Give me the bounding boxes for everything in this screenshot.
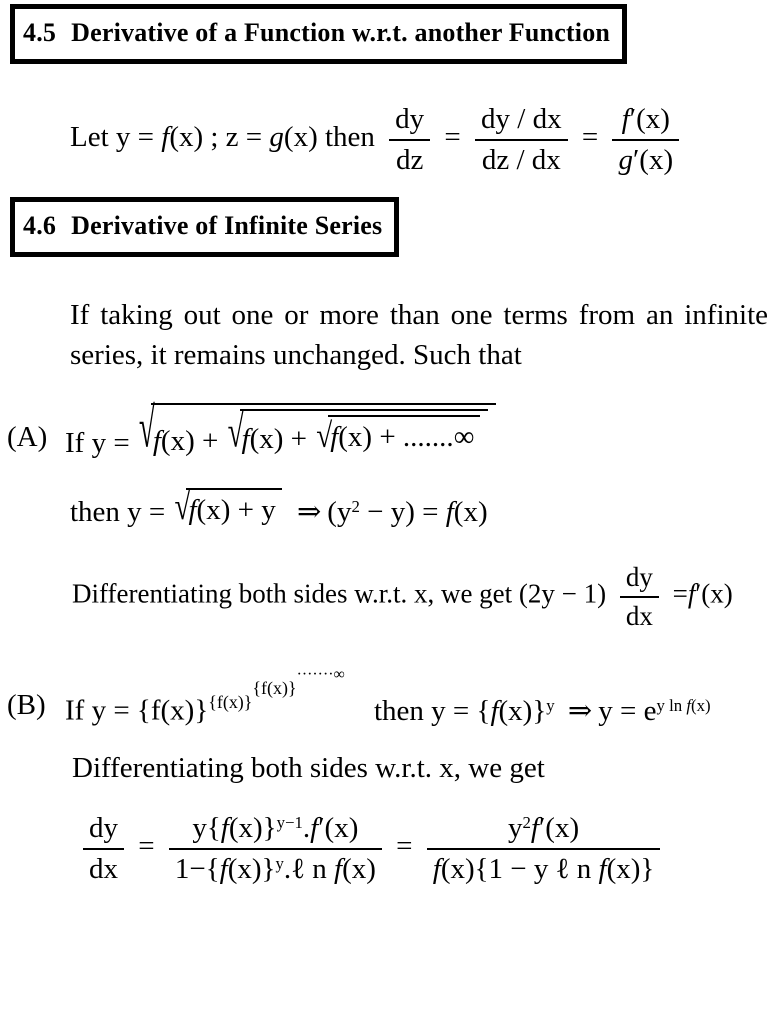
math-token: + xyxy=(283,423,315,456)
math-token-f: f xyxy=(219,852,228,885)
math-token: {f(x)} xyxy=(208,692,253,713)
tower-base: {f(x)} xyxy=(136,694,209,727)
math-token: (x) xyxy=(160,425,195,458)
tower-level-2 xyxy=(252,666,345,699)
math-token-f: f xyxy=(310,811,319,844)
radical-inner xyxy=(316,415,480,454)
math-token: (x)} xyxy=(228,811,277,844)
radical-sign: √ xyxy=(138,397,155,460)
math-token: + ....... xyxy=(372,421,454,454)
equals-sign: = xyxy=(672,578,688,609)
item-B-differentiate-line: Differentiating both sides w.r.t. x, we get xyxy=(72,751,545,784)
item-A-label: (A) xyxy=(7,421,48,454)
math-token: − y) = xyxy=(359,496,446,529)
math-token-f: f xyxy=(687,578,696,609)
math-token: (x) then xyxy=(283,121,375,154)
math-token: .ℓ n xyxy=(283,852,334,885)
math-token: ′(x) xyxy=(632,144,674,176)
radicand xyxy=(240,409,489,456)
denominator: dz xyxy=(395,144,424,176)
exponent: 2 xyxy=(351,496,360,516)
math-token: (y xyxy=(327,496,352,529)
equals-sign: = xyxy=(138,829,155,862)
math-token: (x){1 − y ℓ n xyxy=(440,852,599,885)
math-token: (x)} xyxy=(227,852,276,885)
math-token: y xyxy=(507,811,523,844)
math-token: then y = xyxy=(70,496,173,529)
numerator xyxy=(427,811,661,850)
math-token-g: g xyxy=(269,121,284,154)
math-token: + xyxy=(194,425,226,458)
math-token-f: f xyxy=(490,694,499,727)
radicand xyxy=(151,403,497,458)
item-B-then-group xyxy=(374,695,711,727)
denominator: dz / dx xyxy=(481,144,561,176)
math-token: (x)} xyxy=(606,852,655,885)
radicand xyxy=(186,488,281,527)
heading-box-4-6 xyxy=(10,197,399,257)
item-A-then-line xyxy=(70,485,769,529)
math-token: (x) xyxy=(691,695,711,715)
fraction-dy-dz xyxy=(389,102,430,177)
item-B xyxy=(0,666,769,728)
math-token: (x) xyxy=(196,494,231,527)
section-number: 4.5 xyxy=(23,18,57,47)
intro-paragraph: If taking out one or more than one terms from an infinite series, it remains unchanged. Such that xyxy=(70,299,768,372)
numerator xyxy=(169,811,382,850)
radical-outer xyxy=(138,397,496,460)
math-token: Differentiating both sides w.r.t. x, we get (2y − 1) xyxy=(72,578,607,609)
math-token: ′(x) xyxy=(695,578,733,609)
math-token-f: f xyxy=(188,494,197,527)
math-token-f: f xyxy=(330,421,339,454)
fraction-fprime-gprime xyxy=(612,102,679,177)
exponent: 2 xyxy=(522,812,531,832)
math-token: ′(x) xyxy=(629,103,670,135)
math-token: (x) xyxy=(338,421,373,454)
math-token: (x) xyxy=(249,423,284,456)
formula-derivative-wrt-function xyxy=(70,102,769,177)
math-token: (x) ; z = xyxy=(169,121,270,154)
fraction-main xyxy=(169,811,382,886)
item-B-label: (B) xyxy=(7,688,46,721)
math-token-f: f xyxy=(621,103,630,135)
math-token: (x) xyxy=(453,496,488,529)
heading-4-5-wrap xyxy=(0,0,769,64)
exponent-group xyxy=(656,695,710,714)
math-token: ′(x) xyxy=(538,811,580,844)
denominator: dx xyxy=(89,852,118,885)
exponent: y xyxy=(546,695,555,715)
math-token: {f(x)} xyxy=(252,678,297,699)
section-number: 4.6 xyxy=(23,211,57,240)
math-token: If y = xyxy=(65,427,137,460)
implies-arrow: ⇒ xyxy=(296,496,322,529)
exponent: y−1 xyxy=(276,812,303,832)
numerator: dy xyxy=(389,102,430,141)
math-token-f: f xyxy=(220,811,229,844)
math-token: then y = { xyxy=(374,694,491,727)
fraction-dy-dx xyxy=(620,561,659,632)
heading-box-4-5 xyxy=(10,4,627,64)
tower-level-1 xyxy=(208,666,345,713)
math-token-f: f xyxy=(152,425,161,458)
numerator: dy xyxy=(620,561,659,598)
denominator xyxy=(427,850,661,886)
math-token: + y xyxy=(230,494,276,527)
math-token-f: f xyxy=(598,852,607,885)
exponent: y xyxy=(275,853,284,873)
math-token-g: g xyxy=(618,144,633,176)
item-A xyxy=(0,397,769,460)
math-token-f: f xyxy=(530,811,539,844)
math-token: . xyxy=(302,811,311,844)
math-token-f: f xyxy=(334,852,343,885)
math-token: Let y = xyxy=(70,121,162,154)
denominator xyxy=(169,850,382,886)
denominator: dx xyxy=(625,601,653,632)
math-token-f: f xyxy=(432,852,441,885)
math-token-f: f xyxy=(445,496,454,529)
section-title: Derivative of Infinite Series xyxy=(71,211,383,240)
radical-middle xyxy=(228,409,489,456)
radical xyxy=(174,485,282,529)
fraction-dydx-dzdx xyxy=(475,102,568,177)
math-token: y{ xyxy=(192,811,221,844)
implies-arrow: ⇒ xyxy=(567,694,593,727)
math-token: If y = xyxy=(65,694,137,727)
numerator: dy / dx xyxy=(475,102,568,141)
section-title: Derivative of a Function w.r.t. another Function xyxy=(71,18,611,47)
item-B-result-formula xyxy=(76,811,769,886)
radicand xyxy=(328,415,480,454)
equals-sign: = xyxy=(444,121,461,154)
math-token: (x) xyxy=(342,852,376,885)
radical-sign: √ xyxy=(174,485,191,529)
equals-sign: = xyxy=(581,121,599,154)
fraction-dy-dx xyxy=(83,811,124,886)
math-token: (x)} xyxy=(498,694,547,727)
math-token-f: f xyxy=(241,423,250,456)
item-A-differentiate-line xyxy=(72,561,769,632)
math-token: y = e xyxy=(598,694,657,727)
numerator: dy xyxy=(83,811,124,850)
denominator xyxy=(612,141,679,177)
math-token: 1−{ xyxy=(174,852,220,885)
math-token: y ln xyxy=(656,695,687,715)
math-token: ′(x) xyxy=(318,811,359,844)
tower-level-3: ·······∞ xyxy=(296,666,345,684)
fraction-simplified xyxy=(427,811,661,886)
math-token-f: f xyxy=(161,121,170,154)
heading-4-6-wrap xyxy=(0,197,769,257)
numerator xyxy=(612,102,679,141)
equals-sign: = xyxy=(396,829,413,862)
math-token-f: f xyxy=(686,695,692,715)
infinity-symbol: ∞ xyxy=(453,421,475,454)
radical-sign: √ xyxy=(227,407,244,458)
radical-sign: √ xyxy=(316,416,333,456)
